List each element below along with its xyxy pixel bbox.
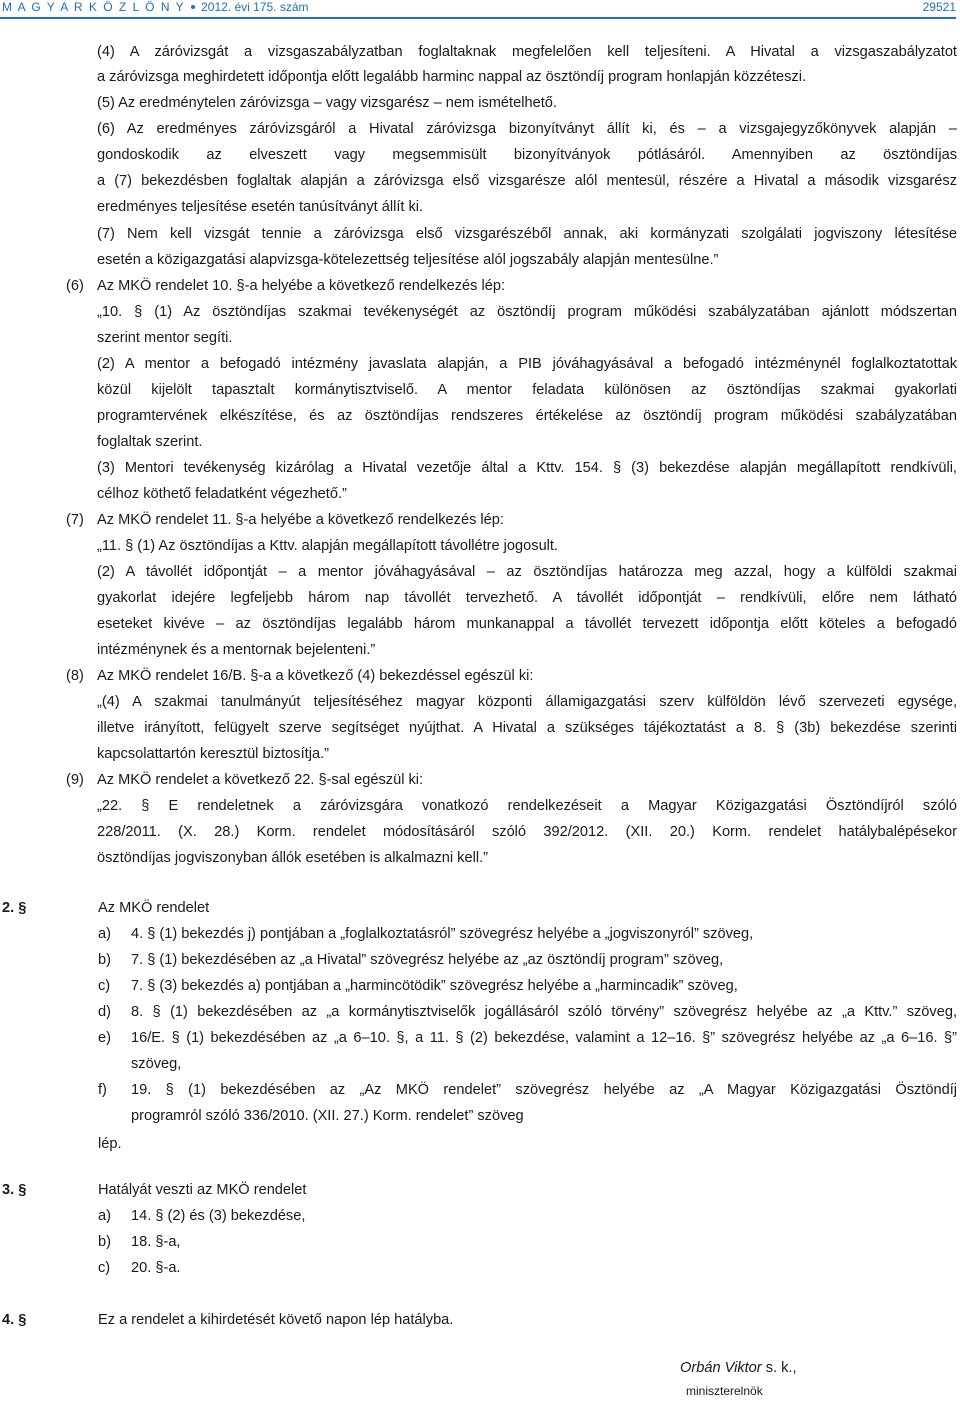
issue-number: 2012. évi 175. szám — [201, 0, 309, 14]
list-label: c) — [98, 1260, 111, 1276]
list-label: e) — [98, 1030, 111, 1046]
item-intro: Az MKÖ rendelet 16/B. §-a a következő (4) bekezdéssel egészül ki: — [97, 668, 534, 684]
page-number: 29521 — [922, 0, 956, 14]
journal-title: M A G Y A R K Ö Z L Ö N Y — [2, 0, 186, 14]
list-label: c) — [98, 978, 111, 994]
list-item: szöveg, — [131, 1056, 182, 1072]
item-number: (8) — [66, 668, 84, 684]
list-item: 4. § (1) bekezdés j) pontjában a „foglalkoztatásról” szövegrész helyébe a „jogviszonyról” szöveg, — [131, 926, 754, 942]
signature — [680, 1360, 797, 1376]
signatory-name: Orbán Viktor — [680, 1360, 762, 1376]
text-line: gondoskodik az elveszett vagy megsemmisült bizonyítványok pótlásáról. Amennyiben az ösztöndíjas — [97, 147, 957, 163]
list-label: a) — [98, 926, 111, 942]
section-number: 4. § — [2, 1312, 27, 1328]
text-line: intézménynek és a mentornak bejelenteni.” — [97, 642, 376, 658]
list-item: 19. § (1) bekezdésében az „Az MKÖ rendelet” szövegrész helyébe az „A Magyar Közigazgatási Ösztöndíj — [131, 1082, 957, 1098]
section-title: Az MKÖ rendelet — [98, 900, 210, 916]
list-label: d) — [98, 1004, 111, 1020]
item-intro: Az MKÖ rendelet 11. §-a helyébe a következő rendelkezés lép: — [97, 512, 504, 528]
list-label: b) — [98, 952, 111, 968]
signature-suffix: s. k., — [761, 1360, 797, 1376]
list-label: f) — [98, 1082, 107, 1098]
section-number: 3. § — [2, 1182, 27, 1198]
text-line: 228/2011. (X. 28.) Korm. rendelet módosításáról szóló 392/2012. (XII. 20.) Korm. rendelet hatálybalépésekor — [97, 824, 957, 840]
text-line: eseteket kivéve – az ösztöndíjas legalább három munkanappal a távollét tervezett időpontja előtt köteles a befogadó — [97, 616, 957, 632]
item-number: (7) — [66, 512, 84, 528]
text-line: (6) Az eredményes záróvizsgáról a Hivatal záróvizsga bizonyítványt állít ki, és – a vizsgajegyzőkönyvek alapján – — [97, 121, 957, 137]
list-item: programról szóló 336/2010. (XII. 27.) Korm. rendelet” szöveg — [131, 1108, 524, 1124]
item-number: (6) — [66, 278, 84, 294]
item-intro: Az MKÖ rendelet 10. §-a helyébe a következő rendelkezés lép: — [97, 278, 506, 294]
text-line: a (7) bekezdésben foglaltak alapján a záróvizsga első vizsgarésze alól mentesül, részére a Hivatal a második vizsgarész — [97, 173, 957, 189]
text-line: a záróvizsga meghirdetett időpontja előtt legalább harminc nappal az ösztöndíj program honlapján közzéteszi. — [97, 69, 807, 85]
text-line: (5) Az eredménytelen záróvizsga – vagy vizsgarész – nem ismételhető. — [97, 95, 557, 111]
text-line: szerint mentor segíti. — [97, 330, 233, 346]
list-item: 18. §-a, — [131, 1234, 181, 1250]
text-line: gyakorlat idejére legfeljebb három nap távollét tervezhető. A távollét időpontját – rendkívüli, előre nem látható — [97, 590, 957, 606]
text-line: eredményes teljesítése esetén tanúsítványt állít ki. — [97, 199, 424, 215]
text-line: ösztöndíjas jogviszonyban állók esetében is alkalmazni kell.” — [97, 850, 488, 866]
text-line: közül kijelölt tapasztalt kormánytisztviselő. A mentor feladata különösen az ösztöndíjas szakmai gyakorlati — [97, 382, 957, 398]
text-line: (4) A záróvizsgát a vizsgaszabályzatban foglaltaknak megfelelően kell teljesíteni. A Hivatal a vizsgaszabályzatot — [97, 44, 957, 60]
text-line: (7) Nem kell vizsgát tennie a záróvizsga első vizsgarészéből annak, aki kormányzati szolgálati jogviszony létesítése — [97, 226, 957, 242]
text-line: „11. § (1) Az ösztöndíjas a Kttv. alapján megállapított távollétre jogosult. — [97, 538, 559, 554]
list-item: 20. §-a. — [131, 1260, 181, 1276]
text-line: (2) A mentor a befogadó intézmény javaslata alapján, a PIB jóváhagyásával a befogadó intézménynél foglalkoztatottak — [97, 356, 957, 372]
list-item: 16/E. § (1) bekezdésében az „a 6–10. §, a 11. § (2) bekezdése, valamint a 12–16. §” szövegrész helyébe az „a 6–16. §” — [131, 1030, 957, 1046]
text-line: „(4) A szakmai tanulmányút teljesítéséhez magyar központi államigazgatási szerv külföldön lévő szervezeti egysége, — [97, 694, 957, 710]
section-end: lép. — [98, 1136, 122, 1152]
text-line: (2) A távollét időpontját – a mentor jóváhagyásával – az ösztöndíjas határozza meg azzal, hogy a külföldi szakmai — [97, 564, 957, 580]
list-item: 14. § (2) és (3) bekezdése, — [131, 1208, 306, 1224]
page-header — [0, 0, 956, 16]
section-number: 2. § — [2, 900, 27, 916]
text-line: kapcsolattartón keresztül biztosítja.” — [97, 746, 329, 762]
header-rule — [0, 17, 956, 19]
list-label: b) — [98, 1234, 111, 1250]
bullet-icon — [191, 5, 195, 9]
text-line: illetve irányított, felügyelt szerve segítséget nyújthat. A Hivatal a szükséges tájékoztatást a 8. § (3b) bekezdése szerinti — [97, 720, 957, 736]
text-line: „10. § (1) Az ösztöndíjas szakmai tevékenységét az ösztöndíj program működési szabályzatában ajánlott módszertan — [97, 304, 957, 320]
text-line: „22. § E rendeletnek a záróvizsgára vonatkozó rendelkezéseit a Magyar Közigazgatási Ösztöndíjról szóló — [97, 798, 957, 814]
list-item: 7. § (1) bekezdésében az „a Hivatal” szövegrész helyébe az „az ösztöndíj program” szöveg, — [131, 952, 724, 968]
section-title: Hatályát veszti az MKÖ rendelet — [98, 1182, 307, 1198]
text-line: foglaltak szerint. — [97, 434, 203, 450]
signatory-title: miniszterelnök — [686, 1384, 763, 1398]
text-line: (3) Mentori tevékenység kizárólag a Hivatal vezetője által a Kttv. 154. § (3) bekezdése alapján megállapított rendkívüli, — [97, 460, 957, 476]
item-number: (9) — [66, 772, 84, 788]
text-line: programtervének elkészítése, és az ösztöndíjas rendszeres értékelése az ösztöndíj program működési szabályzatában — [97, 408, 957, 424]
text-line: célhoz köthető feladatként végezhető.” — [97, 486, 347, 502]
list-item: 7. § (3) bekezdés a) pontjában a „harmincötödik” szövegrész helyébe a „harmincadik” szöveg, — [131, 978, 738, 994]
text-line: esetén a közigazgatási alapvizsga-kötelezettség teljesítése alól jogszabály alapján mentesülne.” — [97, 252, 719, 268]
list-item: 8. § (1) bekezdésében az „a kormánytisztviselők jogállásáról szóló törvény” szövegrész helyébe az „a Kttv.” szöveg, — [131, 1004, 957, 1020]
item-intro: Az MKÖ rendelet a következő 22. §-sal egészül ki: — [97, 772, 424, 788]
list-label: a) — [98, 1208, 111, 1224]
section-text: Ez a rendelet a kihirdetését követő napon lép hatályba. — [98, 1312, 454, 1328]
